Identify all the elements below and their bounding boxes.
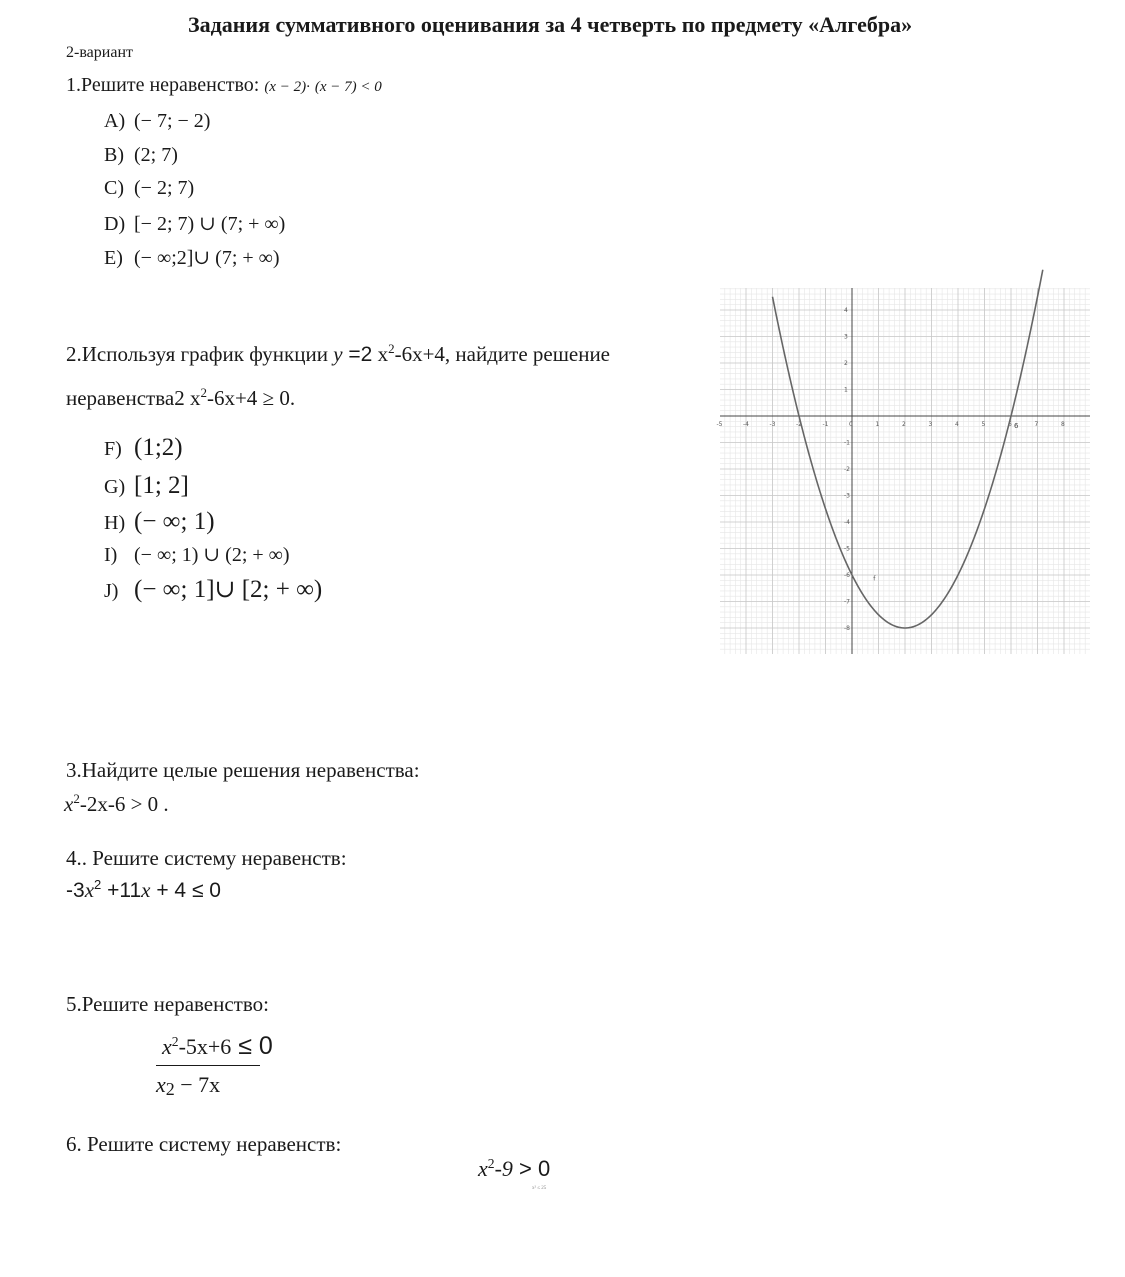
x-tick-label: -5 xyxy=(716,421,723,428)
x-tick-label: -1 xyxy=(822,421,829,428)
y-tick-label: -5 xyxy=(844,545,850,553)
option-text: [1; 2] xyxy=(134,472,189,499)
q1-option-c[interactable] xyxy=(104,177,194,200)
y-tick-label: -4 xyxy=(844,519,850,526)
q5-den-sub: 2 xyxy=(165,1079,175,1099)
option-letter: B) xyxy=(104,144,124,166)
option-letter: J) xyxy=(104,580,119,602)
option-letter: E) xyxy=(104,247,123,269)
x-tick-label: 5 xyxy=(981,421,986,428)
q3-sup: 2 xyxy=(73,791,80,807)
option-text: (− ∞; 1) xyxy=(134,508,215,535)
q2-eq: =2 xyxy=(342,343,373,366)
q2-option-g[interactable] xyxy=(104,472,189,500)
q6-expression xyxy=(478,1156,550,1182)
q6-rest: -9 xyxy=(494,1156,513,1181)
y-tick-label: 1 xyxy=(844,386,848,394)
q2-line-2 xyxy=(66,386,295,411)
q1-option-b[interactable] xyxy=(104,144,178,167)
y-tick-label: -1 xyxy=(844,439,850,447)
q2-option-i[interactable] xyxy=(104,542,290,567)
q4-x: x xyxy=(84,878,95,902)
q5-rel: ≤ 0 xyxy=(231,1032,273,1060)
q3-expression xyxy=(64,792,169,817)
y-tick-label: -8 xyxy=(844,625,850,632)
parabola-graph xyxy=(716,288,1090,654)
q5-denominator xyxy=(156,1072,220,1100)
option-text: (2; 7) xyxy=(134,144,178,166)
graph-x-ticks xyxy=(717,421,1066,428)
q4-x2: x xyxy=(141,878,151,902)
variant-label: 2-вариант xyxy=(66,44,133,61)
q2-line-1 xyxy=(66,342,610,367)
graph-major-grid xyxy=(720,288,1090,654)
q2-option-j[interactable] xyxy=(104,574,322,604)
option-text: (− ∞; 1) ∪ (2; + ∞) xyxy=(134,544,290,566)
option-letter: I) xyxy=(104,544,118,566)
x-tick-label: 3 xyxy=(928,421,933,428)
option-text: (− 7; − 2) xyxy=(134,110,211,132)
q5-fraction-bar xyxy=(156,1065,260,1066)
q1-line xyxy=(66,74,382,97)
q2-option-f[interactable] xyxy=(104,434,183,462)
q2-rest: -6x+4, найдите решение xyxy=(394,342,611,366)
q5-num-sup: 2 xyxy=(171,1033,179,1049)
y-tick-label: 4 xyxy=(844,307,848,314)
q1-option-d[interactable] xyxy=(104,211,285,236)
q2-text: 2.Используя график функции xyxy=(66,342,334,366)
x-tick-label: 7 xyxy=(1034,421,1039,428)
q3-rest: -2x-6 > 0 . xyxy=(79,792,169,816)
q5-numerator xyxy=(162,1032,273,1061)
option-letter: C) xyxy=(104,177,124,199)
q6-label: 6. Решите систему неравенств: xyxy=(66,1132,342,1156)
q1-option-e[interactable] xyxy=(104,245,280,270)
y-tick-label: 2 xyxy=(844,360,848,367)
q5-den-rest: − 7x xyxy=(174,1072,221,1097)
q6-sup: 2 xyxy=(487,1155,495,1171)
y-tick-label: -7 xyxy=(844,598,850,606)
graph-curve-label: f xyxy=(873,575,876,583)
y-tick-label: 3 xyxy=(844,333,848,341)
q1-expr-a: (x − 2)· xyxy=(264,79,310,95)
q5-num-rest: -5x+6 xyxy=(178,1034,232,1059)
graph-y-ticks xyxy=(844,307,850,632)
q2-x: x xyxy=(372,342,389,366)
graph-x-label: 6 xyxy=(1014,422,1019,430)
q4-mid: +11 xyxy=(101,879,142,902)
y-tick-label: -3 xyxy=(844,492,850,500)
q4-rest: + 4 ≤ 0 xyxy=(150,879,221,902)
q4-pre: -3 xyxy=(66,879,85,902)
option-text: [− 2; 7) ∪ (7; + ∞) xyxy=(134,213,286,235)
option-letter: D) xyxy=(104,213,126,235)
option-letter: H) xyxy=(104,512,126,534)
q1-expr-b: (x − 7) < 0 xyxy=(314,79,382,95)
option-letter: G) xyxy=(104,476,126,498)
option-letter: A) xyxy=(104,110,126,132)
q3-label: 3.Найдите целые решения неравенства: xyxy=(66,758,420,782)
x-tick-label: 2 xyxy=(902,421,906,428)
q6-x: x xyxy=(478,1156,488,1181)
q5-den-x: x xyxy=(156,1072,166,1097)
q4-expression xyxy=(66,878,221,903)
q2-sup: 2 xyxy=(388,341,395,357)
q2-option-h[interactable] xyxy=(104,508,215,536)
x-tick-label: 1 xyxy=(875,421,880,428)
x-tick-label: 4 xyxy=(955,421,959,428)
option-letter: F) xyxy=(104,438,122,460)
q1-option-a[interactable] xyxy=(104,110,210,133)
q2-line2-sup: 2 xyxy=(200,385,207,401)
x-tick-label: 0 xyxy=(849,421,853,428)
q1-label: 1.Решите неравенство: xyxy=(66,74,260,96)
y-tick-label: -6 xyxy=(844,572,850,579)
x-tick-label: -4 xyxy=(743,421,749,428)
q2-line2-pre: неравенства2 x xyxy=(66,386,201,410)
q6-rel: > 0 xyxy=(512,1156,551,1181)
option-text: (− ∞;2]∪ (7; + ∞) xyxy=(134,247,280,269)
q5-label: 5.Решите неравенство: xyxy=(66,992,269,1016)
q5-num-x: x xyxy=(162,1034,172,1059)
q4-label: 4.. Решите систему неравенств: xyxy=(66,846,347,870)
page-title: Задания суммативного оценивания за 4 четверть по предмету «Алгебра» xyxy=(188,12,913,37)
option-text: (− ∞; 1]∪ [2; + ∞) xyxy=(134,576,323,603)
y-tick-label: -2 xyxy=(844,466,850,473)
q6-tiny-inequality: x² ≤ 25 xyxy=(532,1186,547,1191)
x-tick-label: 8 xyxy=(1061,421,1065,428)
q2-line2-rest: -6x+4 ≥ 0. xyxy=(206,386,296,410)
option-text: (1;2) xyxy=(134,434,183,461)
q3-x: x xyxy=(64,792,74,816)
parabola-curve xyxy=(773,270,1043,628)
q4-sup: 2 xyxy=(94,877,102,893)
q2-y: y xyxy=(333,342,343,366)
x-tick-label: -2 xyxy=(796,421,802,428)
x-tick-label: -3 xyxy=(769,421,776,428)
x-tick-label: 6 xyxy=(1008,421,1012,428)
option-text: (− 2; 7) xyxy=(134,177,195,199)
